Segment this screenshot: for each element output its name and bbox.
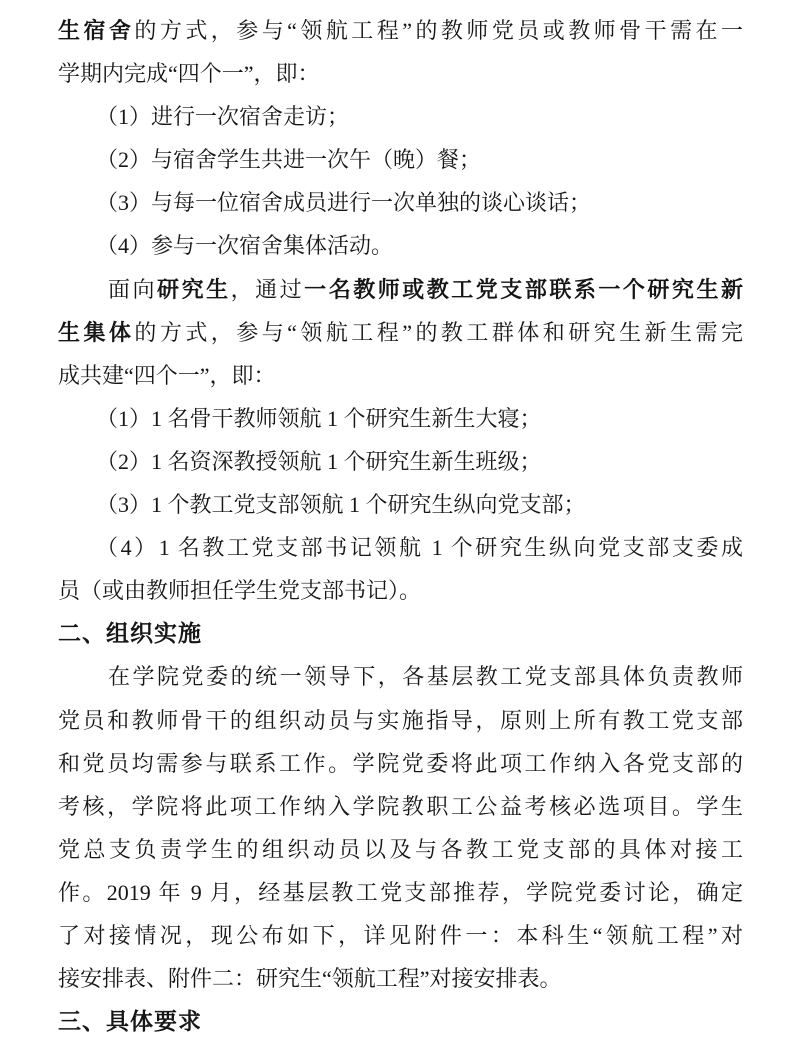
text-line xyxy=(58,311,743,354)
text-line xyxy=(58,655,743,698)
section-heading-organization xyxy=(58,612,743,655)
list-item xyxy=(58,95,743,138)
text-segment-bold: 一名教师或教工党支部联系一个研究生新 xyxy=(304,276,743,302)
text-segment-bold: 生宿舍 xyxy=(58,18,135,43)
list-item xyxy=(58,526,743,569)
text-segment: （4）参与一次宿舍集体活动。 xyxy=(96,233,394,259)
text-segment: 党总支负责学生的组织动员以及与各教工党支部的具体对接工 xyxy=(58,836,743,862)
list-item xyxy=(58,483,743,526)
text-segment: 的方式，参与“领航工程”的教师党员或教师骨干需在一 xyxy=(134,18,743,43)
heading-text: 三、具体要求 xyxy=(58,1008,202,1035)
text-segment-bold: 生集体 xyxy=(58,319,135,345)
text-segment: 在学院党委的统一领导下，各基层教工党支部具体负责教师 xyxy=(108,664,743,690)
text-segment-bold: 研究生 xyxy=(157,276,231,302)
section-heading-requirements xyxy=(58,1000,743,1043)
text-line xyxy=(58,914,743,957)
text-line xyxy=(58,957,743,1000)
text-segment: 考核，学院将此项工作纳入学院教职工公益考核必选项目。学生 xyxy=(58,793,743,819)
heading-text: 二、组织实施 xyxy=(58,620,202,647)
text-segment: 员（或由教师担任学生党支部书记）。 xyxy=(58,578,422,604)
list-item xyxy=(58,138,743,181)
text-segment: 接安排表、附件二：研究生“领航工程”对接安排表。 xyxy=(58,966,562,992)
text-segment: （3）1 个教工党支部领航 1 个研究生纵向党支部； xyxy=(96,492,586,518)
text-line xyxy=(58,742,743,785)
list-item xyxy=(58,181,743,224)
text-line xyxy=(58,9,743,52)
text-segment: （1）1 名骨干教师领航 1 个研究生新生大寝； xyxy=(96,405,542,431)
text-line xyxy=(58,828,743,871)
list-item xyxy=(58,397,743,440)
text-segment: 和党员均需参与联系工作。学院党委将此项工作纳入各党支部的 xyxy=(58,750,743,776)
list-item xyxy=(58,440,743,483)
text-segment: （4）1 名教工党支部书记领航 1 个研究生纵向党支部支委成 xyxy=(96,535,743,561)
text-segment: （3）与每一位宿舍成员进行一次单独的谈心谈话； xyxy=(96,190,592,216)
text-line xyxy=(58,569,743,612)
text-segment: 面向 xyxy=(108,276,158,302)
text-segment: 学期内完成“四个一”，即： xyxy=(58,61,320,87)
text-line xyxy=(58,785,743,828)
text-line xyxy=(58,52,743,95)
text-segment: 成共建“四个一”，即： xyxy=(58,362,276,388)
text-line xyxy=(58,699,743,742)
text-segment: ，通过 xyxy=(230,276,305,302)
text-segment: 的方式，参与“领航工程”的教工群体和研究生新生需完 xyxy=(134,319,743,345)
text-segment: （2）1 名资深教授领航 1 个研究生新生班级； xyxy=(96,448,542,474)
list-item xyxy=(58,224,743,267)
text-line xyxy=(58,871,743,914)
text-segment: 党员和教师骨干的组织动员与实施指导，原则上所有教工党支部 xyxy=(58,707,743,733)
text-line xyxy=(58,268,743,311)
text-segment: 了对接情况，现公布如下，详见附件一：本科生“领航工程”对 xyxy=(58,922,743,948)
text-segment: 作。2019 年 9 月，经基层教工党支部推荐，学院党委讨论，确定 xyxy=(58,879,743,905)
text-segment: （1）进行一次宿舍走访； xyxy=(96,104,350,130)
text-line xyxy=(58,354,743,397)
text-segment: （2）与宿舍学生共进一次午（晚）餐； xyxy=(96,147,482,173)
